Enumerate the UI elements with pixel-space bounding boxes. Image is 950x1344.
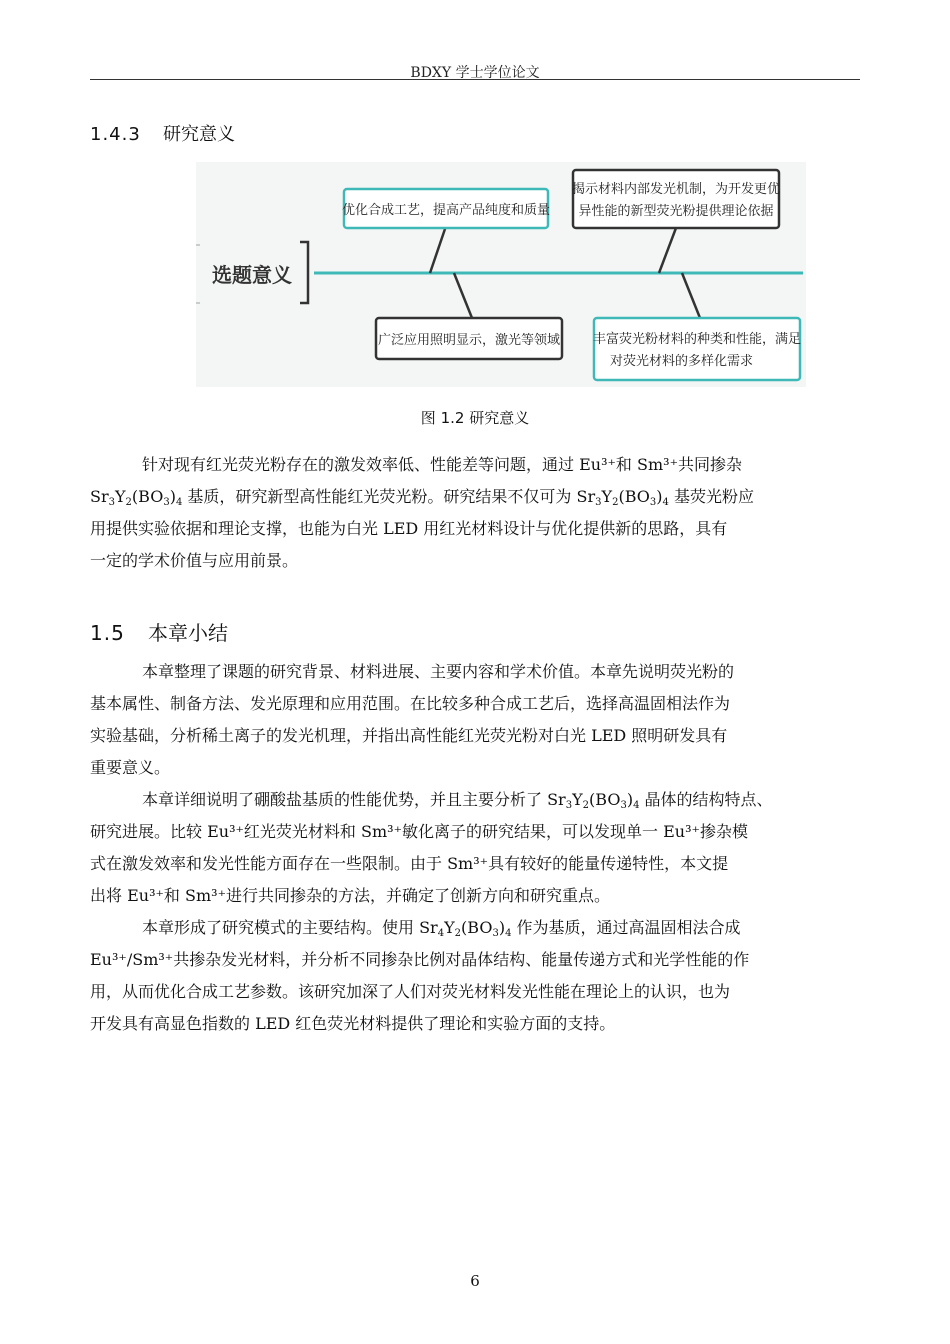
paragraph-summary-2 xyxy=(90,784,860,912)
text-line: 本章整理了课题的研究背景、材料进展、主要内容和学术价值。本章先说明荧光粉的 xyxy=(142,662,735,681)
text-line: 本章形成了研究模式的主要结构。使用 $Sr_4Y_2(BO_3)_4$ 作为基质，通过高温固相法合成 xyxy=(142,918,741,939)
text-line: 本章详细说明了硼酸盐基质的性能优势，并且主要分析了 $Sr_3Y_2(BO_3)_4$ 晶体的结构特点、 xyxy=(142,790,773,811)
research-significance-diagram xyxy=(196,162,806,387)
text-line: Eu³⁺/Sm³⁺共掺杂发光材料，并分析不同掺杂比例对晶体结构、能量传递方式和光学性能的作 xyxy=(90,950,750,969)
text-line: 基本属性、制备方法、发光原理和应用范围。在比较多种合成工艺后，选择高温固相法作为 xyxy=(90,694,731,713)
box-top-right-text-1: 揭示材料内部发光机制，为开发更优 xyxy=(571,182,781,197)
text-line: 实验基础，分析稀土离子的发光机理，并指出高性能红光荧光粉对白光 LED 照明研发具有 xyxy=(90,726,728,745)
box-bottom-left-text: 广泛应用照明显示，激光等领域 xyxy=(377,333,561,348)
section-heading-1-4-3 xyxy=(90,120,235,146)
center-label: 选题意义 xyxy=(212,263,292,287)
text-line: 一定的学术价值与应用前景。 xyxy=(90,551,299,570)
section-heading-1-5 xyxy=(90,617,228,646)
page-number: 6 xyxy=(470,1272,480,1290)
box-top-right xyxy=(573,170,779,228)
paragraph-summary-3 xyxy=(90,912,860,1040)
section-number: 1.4.3 xyxy=(90,124,141,145)
section-title: 研究意义 xyxy=(163,124,235,145)
box-top-right-text-2: 异性能的新型荧光粉提供理论依据 xyxy=(578,204,774,219)
box-top-left-text: 优化合成工艺，提高产品纯度和质量 xyxy=(341,203,551,218)
figure-caption: 图 1.2 研究意义 xyxy=(420,409,530,427)
box-bottom-right-text-1: 丰富荧光粉材料的种类和性能，满足 xyxy=(592,332,802,347)
text-line: 开发具有高显色指数的 LED 红色荧光材料提供了理论和实验方面的支持。 xyxy=(90,1014,616,1033)
text-line: 针对现有红光荧光粉存在的激发效率低、性能差等问题，通过 Eu³⁺和 Sm³⁺共同掺杂 xyxy=(142,455,743,474)
paragraph-significance xyxy=(90,449,860,577)
text-line: $Sr_3Y_2(BO_3)_4$ 基质，研究新型高性能红光荧光粉。研究结果不仅可为 $Sr_3Y_2(BO_3)_4$ 基荧光粉应 xyxy=(90,487,754,508)
text-line: 用，从而优化合成工艺参数。该研究加深了人们对荧光材料发光性能在理论上的认识，也为 xyxy=(90,982,731,1001)
box-bottom-right-text-2: 对荧光材料的多样化需求 xyxy=(610,354,754,369)
text-line: 重要意义。 xyxy=(90,758,171,777)
header-rule xyxy=(90,79,860,80)
section-title: 本章小结 xyxy=(148,621,228,645)
text-line: 出将 Eu³⁺和 Sm³⁺进行共同掺杂的方法，并确定了创新方向和研究重点。 xyxy=(90,886,611,905)
page-header: BDXY 学士学位论文 xyxy=(410,65,540,81)
section-number: 1.5 xyxy=(90,621,125,645)
paragraph-summary-1 xyxy=(90,656,860,784)
fishbone-svg xyxy=(196,162,806,387)
text-line: 研究进展。比较 Eu³⁺红光荧光材料和 Sm³⁺敏化离子的研究结果，可以发现单一 Eu³⁺掺杂模 xyxy=(90,822,748,841)
text-line: 式在激发效率和发光性能方面存在一些限制。由于 Sm³⁺具有较好的能量传递特性，本文提 xyxy=(90,854,729,873)
box-bottom-right xyxy=(594,318,800,380)
text-line: 用提供实验依据和理论支撑，也能为白光 LED 用红光材料设计与优化提供新的思路，具有 xyxy=(90,519,728,538)
